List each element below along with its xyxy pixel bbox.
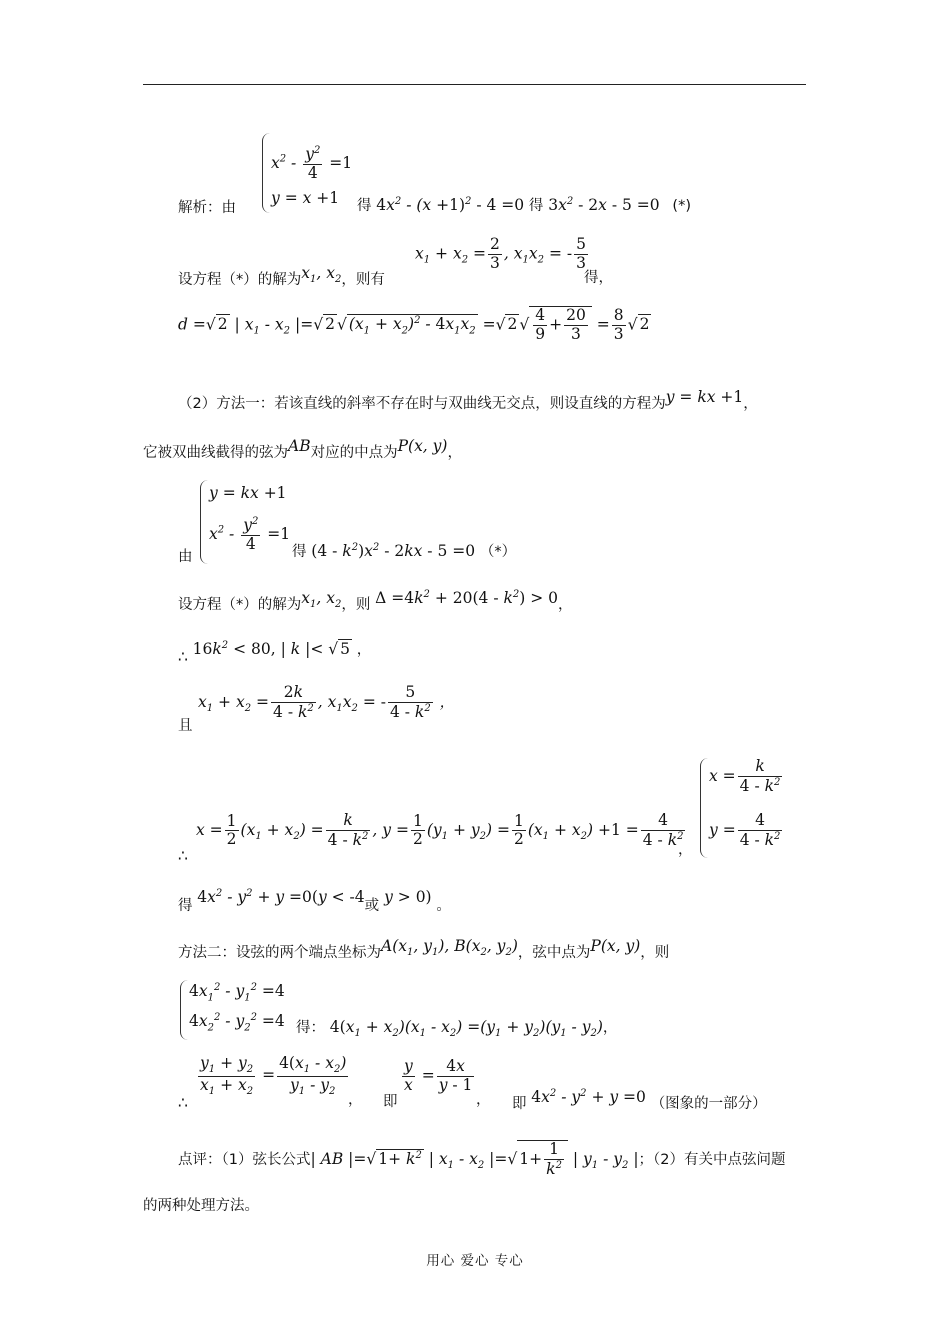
brace [700,758,708,858]
therefore: ∴ [178,1094,188,1112]
qie-text: 且 [178,718,193,734]
comment-text: ；（2）有关中点弦问题 [638,1151,786,1168]
comment-text: 点评：（1）弦长公式 [178,1151,311,1168]
system-1: $x^2$ - $\frac{y^2}{4}$ =1 y = x +1 [262,133,382,213]
text: ， [439,694,455,711]
text: ，则有 [341,272,385,288]
system-3: x = $\frac{k}{4 - k^2}$ y = $\frac{4}{4 - k^2}$ [700,758,800,858]
text: 得 [292,544,307,561]
locus: $4x^2 - y^2 + y =0(y < -4$ [197,888,365,907]
text: （图象的一部分） [650,1096,767,1113]
system-4: $4x_1^2 - y_1^2 =4$ $4x_2^2 - y_2^2 =4$ [180,980,300,1040]
slope-ratio: $\frac{y_1 + y_2}{x_1 + x_2}$ = $\frac{4(x_1 - x_2)}{y_1 - y_2}$ [200,1054,347,1097]
equation-result: $3x^2 - 2x - 5 =0$ [548,196,660,215]
therefore: ∴ [178,847,188,865]
jiexi-label: 解析：由 [178,200,236,216]
text: 得， [584,270,613,286]
distance-formula: d =√ 2 | $x_1 - x_2$ |=√ 2 √ $(x_1 + x_2)^2 - 4x_1x_2$ =√ 2 √ $\frac{4}{9}$ + $\frac{20}{3}$ = $\frac{8}{3}$ √ 2 [178,306,650,343]
de-text: 得 [528,198,544,215]
text: 。 [436,898,451,915]
brace [180,980,188,1040]
text: ， [558,597,573,614]
discriminant: $\Delta =4k^2 + 20(4 - k^2) > 0$ [375,589,559,608]
text: ， [678,842,693,858]
de-text: 得 [357,198,372,215]
vieta-1: $x_1 + x_2$ = $\frac{2}{3}$ , $x_1x_2$ = - $\frac{5}{3}$ [415,235,586,272]
chord-length-formula: | AB |=√ $1+ k^2$ | $x_1 - x_2$ |=√ 1+ $\frac{1}{k^2}$ | $y_1 - y_2$ | [310,1140,639,1178]
text: ，则 [640,945,670,961]
text: 或 [364,898,380,915]
page-footer: 用心 爱心 专心 [426,1253,524,1269]
vieta-2: $x_1 + x_2$ = $\frac{2k}{4 - k^2}$ , $x_1x_2$ = - $\frac{5}{4 - k^2}$ ， [198,683,455,721]
therefore: ∴ [178,648,188,666]
text: ， [476,1092,491,1108]
text: 得 [178,898,193,915]
text: （*） [479,544,517,561]
header-rule [143,84,806,85]
chord-text: 它被双曲线截得的弦为 [143,445,288,461]
method1-text: （2）方法一：若该直线的斜率不存在时与双曲线无交点，则设直线的方程为 [178,396,666,412]
text: 对应的中点为 [310,445,398,461]
comment-text: 的两种处理方法。 [143,1198,259,1214]
midpoint-formula: x = $\frac{1}{2}$ $(x_1 + x_2)$ = $\frac{k}{4 - k^2}$ , y = $\frac{1}{2}$ $(y_1 + y_2)$ = $\frac{1}{2}$ $(x_1 + x_2) +1$ = $\frac{4}{4 - k^2}$ [196,811,684,849]
equation-2: $(4 - k^2)x^2 - 2kx - 5 =0$ [311,542,476,561]
text: ， [447,445,462,461]
locus-2: $4x^2 - y^2 + y =0$ [531,1088,646,1107]
system-2: y = kx +1 $x^2$ - $\frac{y^2}{4}$ =1 [200,480,320,564]
text: 得： [296,1020,325,1036]
text: 设方程（*）的解为 [178,597,302,614]
text: ， [356,642,372,658]
text: ， [348,1092,363,1108]
slope-eq: $\frac{y}{x}$ = $\frac{4x}{y - 1}$ [404,1057,473,1094]
text: ，则 [341,597,371,614]
text: ，弦中点为 [517,945,591,961]
brace [200,480,208,564]
text: 即 [383,1094,398,1110]
you-text: 由 [178,549,193,565]
text: 即 [512,1096,527,1113]
method2-text: 方法二：设弦的两个端点坐标为 [178,945,381,961]
text: ， [602,1020,618,1036]
star-label: (*) [672,198,691,215]
equation-quadratic: $4x^2 - (x +1)^2 - 4 =0$ [376,196,525,215]
text: ， [743,396,758,412]
text: 设方程（*）的解为 [178,272,302,288]
inequality: $16k^2 < 80$, | k |< √ 5 [192,639,350,658]
brace [262,133,270,213]
difference-equation: $4(x_1 + x_2)(x_1 - x_2) =(y_1 + y_2)(y_1 - y_2)$ [329,1018,603,1040]
